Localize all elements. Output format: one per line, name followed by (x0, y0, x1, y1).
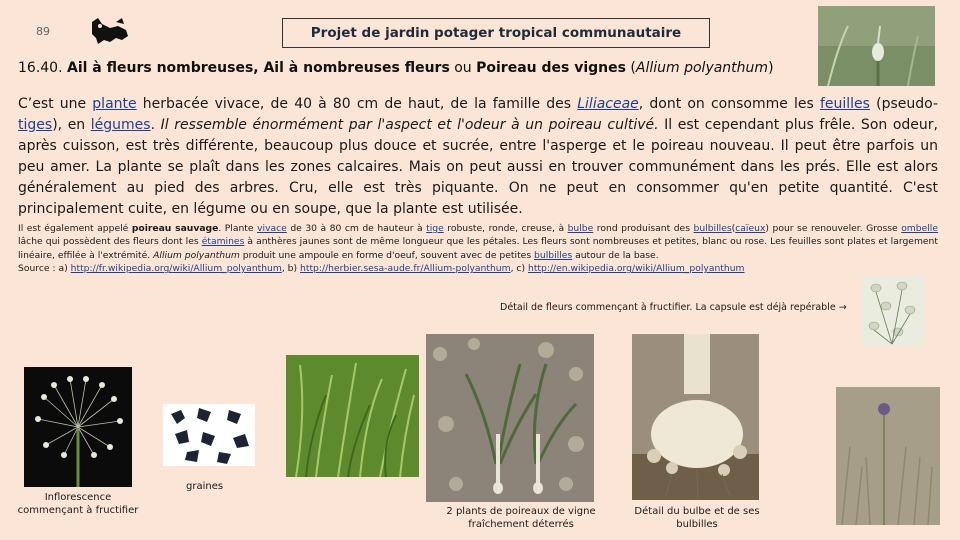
text-run: ), en (52, 117, 91, 133)
source-label: Source : a) (18, 263, 71, 275)
animal-logo-icon (88, 16, 132, 48)
text-run: rond produisant des (593, 223, 694, 234)
heading-names-2: Poireau des vignes (476, 60, 626, 76)
link-bulbe[interactable]: bulbe (567, 223, 594, 234)
text-run: de 30 à 80 cm de hauteur à (286, 223, 427, 234)
text-run: robuste, ronde, creuse, à (443, 223, 568, 234)
plant-in-meadow-photo (836, 387, 940, 525)
link-ombelle[interactable]: ombelle (901, 223, 939, 234)
source-link-b[interactable]: http://herbier.sesa-aude.fr/Allium-polyanthum (300, 263, 511, 275)
source-label-c: , c) (510, 263, 528, 275)
caption-graines: graines (186, 481, 224, 492)
bud-photo (818, 6, 935, 86)
text-run: . Plante (218, 223, 258, 234)
link-vivace[interactable]: vivace (257, 223, 287, 234)
link-liliaceae[interactable]: Liliaceae (577, 96, 639, 112)
text-run: , dont on consomme les (638, 96, 820, 112)
text-run: C’est une (18, 96, 93, 112)
italic-text: Il ressemble énormément par l'aspect et l'odeur à un poireau cultivé. (160, 117, 659, 133)
text-run: Il est également appelé (18, 223, 132, 234)
text-run: Il est cependant plus frêle. Son odeur, après cuisson, est très différente, beaucoup plus douce et sucrée, entre l'asperge et le poireau nouveau. Il peut être parfois un peu amer. La plante se plaît dans les zones calcaires. Mais on peut aussi en trouver communément dans les prés. Elle est alors généralement au pied des arbres. Cru, elle est très piquante. On ne peut en consommer qu'en petite quantité. C'est principalement cuite, en légume ou en soupe, que la plante est utilisée. (18, 117, 938, 217)
text-run: . (150, 117, 161, 133)
caption-bulb-detail: Détail du bulbe et de ses bulbilles (634, 506, 760, 530)
section-heading (18, 60, 774, 76)
caption-inflorescence: Inflorescence commençant à fructifier (17, 492, 139, 516)
heading-connector: ou (449, 60, 477, 76)
link-legumes[interactable]: légumes (90, 117, 151, 133)
link-tige[interactable]: tige (426, 223, 444, 234)
heading-paren-open: ( (625, 60, 636, 76)
text-run: autour de la base. (572, 249, 659, 261)
heading-paren-close: ) (768, 60, 774, 76)
source-link-c[interactable]: http://en.wikipedia.org/wiki/Allium_polyanthum (528, 263, 745, 275)
grass-photo (286, 355, 419, 477)
italic-latin: Allium polyanthum (153, 249, 240, 261)
text-run: ( (731, 223, 736, 234)
link-caieux[interactable]: caïeux (735, 223, 766, 234)
text-run: à anthères jaunes sont de même longueur que les pétales. Les fleurs sont nombreuses et petites, blanc ou rose. Les feuilles sont plates et largement linéaire, effilée à l'extrémité. (18, 236, 938, 261)
two-plants-photo (426, 334, 594, 502)
link-plante[interactable]: plante (92, 96, 137, 112)
heading-names-1: Ail à fleurs nombreuses, Ail à nombreuses fleurs (66, 60, 450, 76)
link-feuilles[interactable]: feuilles (819, 96, 870, 112)
bulb-photo (632, 334, 759, 500)
detail-description (18, 222, 938, 276)
page-number: 89 (36, 25, 50, 38)
source-link-a[interactable]: http://fr.wikipedia.org/wiki/Allium_polyanthum (70, 263, 282, 275)
bold-text: poireau sauvage (131, 223, 219, 234)
heading-latin-name: Allium polyanthum (635, 60, 769, 76)
seeds-photo (163, 404, 255, 466)
link-etamines[interactable]: étamines (201, 236, 245, 248)
text-run: ) pour se renouveler. Grosse (765, 223, 902, 234)
page-title: Projet de jardin potager tropical communautaire (282, 18, 710, 48)
inflorescence-photo (24, 367, 132, 487)
main-description (18, 94, 938, 220)
text-run: lâche qui possèdent des fleurs dont les (18, 236, 202, 248)
link-bulbilles[interactable]: bulbilles (693, 223, 732, 234)
caption-two-plants: 2 plants de poireaux de vigne fraîchement déterrés (446, 506, 596, 530)
link-bulbilles-2[interactable]: bulbilles (534, 249, 573, 261)
heading-number: 16.40. (18, 60, 63, 76)
caption-flowers-detail: Détail de fleurs commençant à fructifier. La capsule est déjà repérable → (500, 302, 847, 313)
text-run: (pseudo- (869, 96, 938, 112)
link-tiges[interactable]: tiges (18, 117, 53, 133)
source-label-b: , b) (281, 263, 301, 275)
flower-detail-photo (862, 276, 924, 346)
text-run: herbacée vivace, de 40 à 80 cm de haut, de la famille des (136, 96, 578, 112)
text-run: produit une ampoule en forme d'oeuf, souvent avec de petites (239, 249, 535, 261)
